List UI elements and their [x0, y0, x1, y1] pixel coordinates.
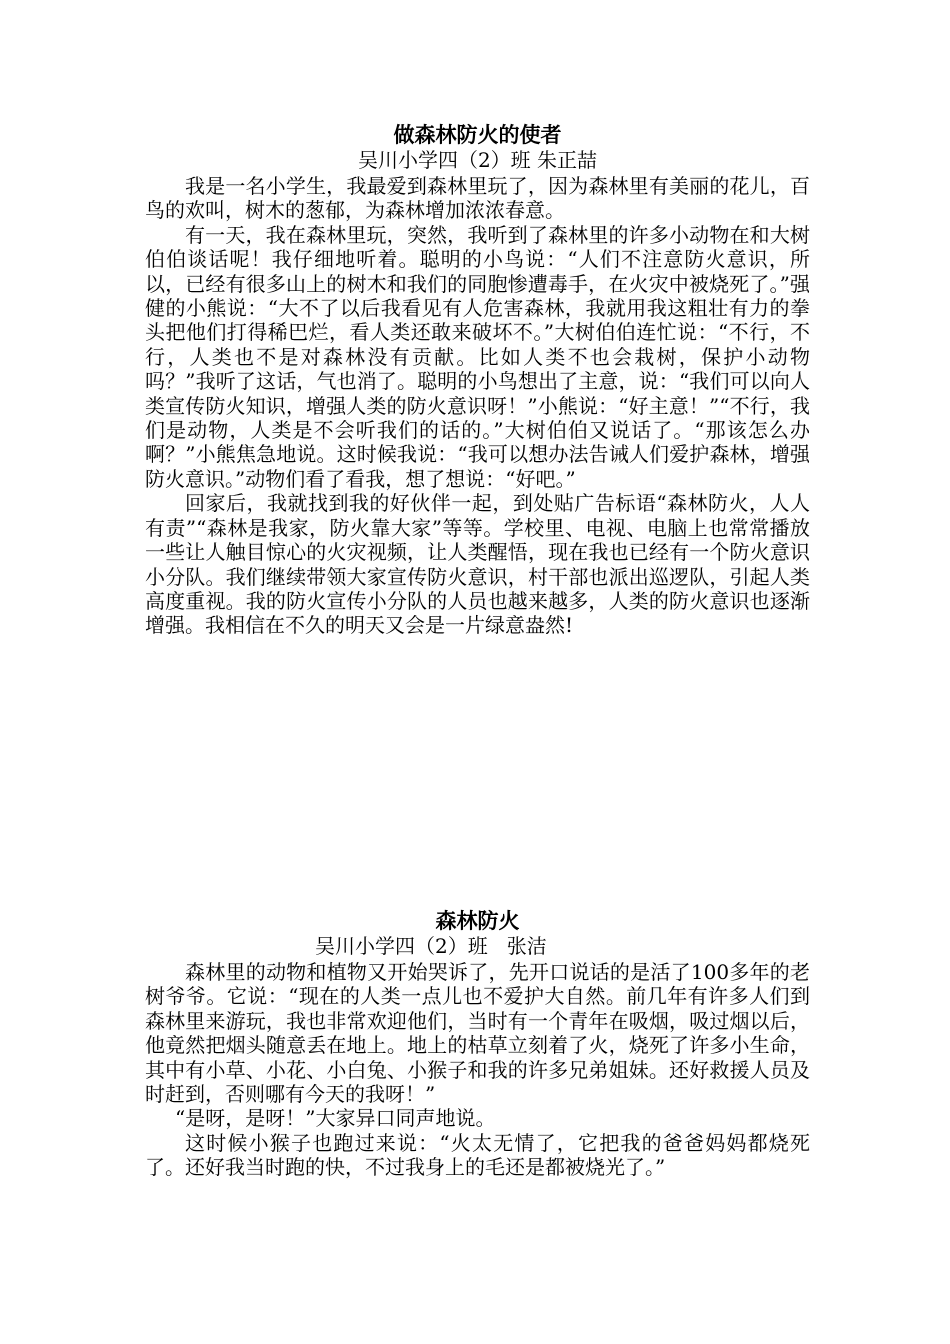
article-paragraph: 森林里的动物和植物又开始哭诉了，先开口说话的是活了100多年的老树爷爷。它说：“现在的人类一点儿也不爱护大自然。前几年有许多人们到森林里来游玩，我也非常欢迎他们，当时有一个青年在吸烟，吸过烟以后，他竟然把烟头随意丢在地上。地上的枯草立刻着了火，烧死了许多小生命，其中有小草、小花、小白兔、小猴子和我的许多兄弟姐妹。还好救援人员及时赶到，否则哪有今天的我呀！”: [145, 960, 810, 1107]
article-title: 森林防火: [435, 908, 520, 933]
article-paragraph: 回家后，我就找到我的好伙伴一起，到处贴广告标语“森林防火，人人有责”“森林是我家，防火靠大家”等等。学校里、电视、电脑上也常常播放一些让人触目惊心的火灾视频，让人类醒悟，现在我也已经有一个防火意识小分队。我们继续带领大家宣传防火意识，村干部也派出巡逻队，引起人类高度重视。我的防火宣传小分队的人员也越来越多，人类的防火意识也逐渐增强。我相信在不久的明天又会是一片绿意盎然!: [145, 491, 810, 638]
article-paragraph: 有一天，我在森林里玩，突然，我听到了森林里的许多小动物在和大树伯伯谈话呢！我仔细地听着。聪明的小鸟说：“人们不注意防火意识，所以，已经有很多山上的树木和我们的同胞惨遭毒手，在火灾中被烧死了。”强健的小熊说：“大不了以后我看见有人危害森林，我就用我这粗壮有力的拳头把他们打得稀巴烂，看人类还敢来破坏不。”大树伯伯连忙说：“不行，不行，人类也不是对森林没有贡献。比如人类不也会栽树，保护小动物吗？”我听了这话，气也消了。聪明的小鸟想出了主意，说：“我们可以向人类宣传防火知识，增强人类的防火意识呀！”小熊说：“好主意！”“不行，我们是动物，人类是不会听我们的话的。”大树伯伯又说话了。“那该怎么办啊？”小熊焦急地说。这时候我说：“我可以想办法告诫人们爱护森林，增强防火意识。”动物们看了看我，想了想说：“好吧。”: [145, 222, 810, 491]
article-paragraph: “是呀，是呀！”大家异口同声地说。: [175, 1106, 496, 1131]
article-paragraph: 我是一名小学生，我最爱到森林里玩了，因为森林里有美丽的花儿，百鸟的欢叫，树木的葱郁，为森林增加浓浓春意。: [145, 174, 810, 223]
article-byline: 吴川小学四（2）班 张洁: [315, 934, 547, 958]
article-title: 做森林防火的使者: [393, 122, 562, 147]
article-forest-fire-prevention: [145, 908, 810, 1180]
article-byline: 吴川小学四（2）班 朱正喆: [357, 148, 598, 172]
article-paragraph: 这时候小猴子也跑过来说：“火太无情了，它把我的爸爸妈妈都烧死了。还好我当时跑的快，不过我身上的毛还是都被烧光了。”: [145, 1130, 810, 1180]
article-forest-fire-ambassador: [145, 122, 810, 638]
